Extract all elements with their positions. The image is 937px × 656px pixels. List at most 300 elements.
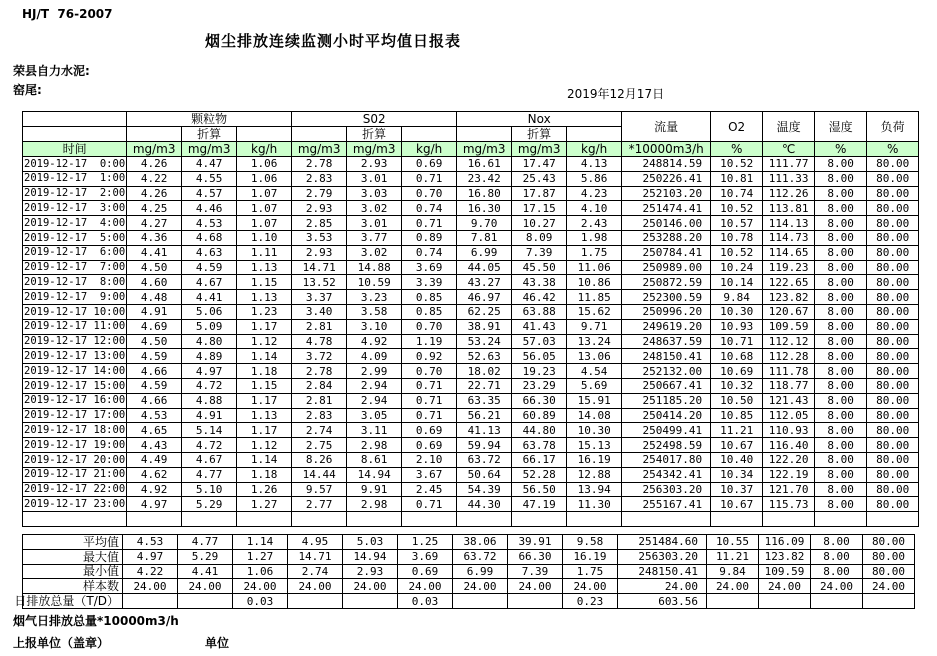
value-cell: 3.05: [347, 408, 402, 423]
value-cell: 0.69: [402, 157, 457, 172]
table-row: [23, 275, 919, 290]
value-cell: 15.62: [567, 304, 622, 319]
value-cell: 1.23: [237, 304, 292, 319]
value-cell: 3.02: [347, 245, 402, 260]
time-cell: 2019-12-17 23:00: [24, 497, 126, 510]
value-cell: 10.34: [711, 467, 763, 482]
value-cell: 0.71: [402, 408, 457, 423]
company-name: 荣县自力水泥:: [13, 64, 90, 78]
value-cell: 10.78: [711, 230, 763, 245]
value-cell: 7.39: [508, 564, 563, 579]
value-cell: 4.92: [347, 334, 402, 349]
unit-cell: kg/h: [237, 142, 292, 157]
value-cell: 114.13: [763, 216, 815, 231]
value-cell: 54.39: [457, 482, 512, 497]
unit-cell: %: [815, 142, 867, 157]
standard-number: HJ/T 76-2007: [22, 7, 113, 21]
time-cell: 2019-12-17 6:00: [24, 246, 126, 259]
value-cell: 24.00: [343, 579, 398, 594]
value-cell: 8.00: [815, 157, 867, 172]
value-cell: 80.00: [867, 334, 919, 349]
value-cell: 8.00: [815, 497, 867, 512]
value-cell: 8.00: [815, 290, 867, 305]
value-cell: 4.41: [182, 290, 237, 305]
value-cell: 18.02: [457, 364, 512, 379]
value-cell: 44.80: [512, 423, 567, 438]
value-cell: 4.46: [182, 201, 237, 216]
value-cell: 80.00: [867, 408, 919, 423]
value-cell: 2.78: [292, 364, 347, 379]
value-cell: 109.59: [759, 564, 811, 579]
empty-cell: [815, 512, 867, 527]
value-cell: 24.00: [178, 579, 233, 594]
value-cell: 4.89: [182, 349, 237, 364]
value-cell: 112.26: [763, 186, 815, 201]
value-cell: 0.23: [563, 594, 618, 609]
value-cell: 4.63: [182, 245, 237, 260]
value-cell: 0.70: [402, 364, 457, 379]
value-cell: 11.21: [711, 423, 763, 438]
value-cell: 8.00: [815, 201, 867, 216]
value-cell: 116.09: [759, 535, 811, 550]
value-cell: 251484.60: [618, 535, 707, 550]
value-cell: 2.93: [292, 201, 347, 216]
unit-cell: mg/m3: [292, 142, 347, 157]
value-cell: 10.14: [711, 275, 763, 290]
flue-gas-total-note: 烟气日排放总量*10000m3/h: [13, 614, 179, 628]
unit-cell: *10000m3/h: [622, 142, 711, 157]
value-cell: 3.01: [347, 216, 402, 231]
value-cell: 12.88: [567, 467, 622, 482]
value-cell: 80.00: [863, 549, 915, 564]
header-blank: [23, 112, 127, 127]
value-cell: 8.00: [815, 216, 867, 231]
value-cell: 8.00: [811, 564, 863, 579]
converted-label: 折算: [512, 127, 567, 142]
table-row: [23, 230, 919, 245]
unit-cell: kg/h: [567, 142, 622, 157]
value-cell: 23.42: [457, 171, 512, 186]
table-row: [23, 290, 919, 305]
time-cell: 2019-12-17 11:00: [24, 320, 126, 333]
value-cell: 11.06: [567, 260, 622, 275]
value-cell: 118.77: [763, 378, 815, 393]
empty-cell: [347, 512, 402, 527]
value-cell: 252498.59: [622, 438, 711, 453]
time-cell: 2019-12-17 20:00: [24, 453, 126, 466]
table-row: [23, 260, 919, 275]
value-cell: 66.17: [512, 452, 567, 467]
value-cell: 24.00: [508, 579, 563, 594]
value-cell: 250414.20: [622, 408, 711, 423]
value-cell: 4.91: [127, 304, 182, 319]
value-cell: 10.27: [512, 216, 567, 231]
value-cell: 5.69: [567, 378, 622, 393]
value-cell: 80.00: [867, 393, 919, 408]
value-cell: 80.00: [867, 186, 919, 201]
value-cell: 80.00: [867, 260, 919, 275]
value-cell: 2.81: [292, 393, 347, 408]
header-blank: [127, 127, 182, 142]
value-cell: 4.09: [347, 349, 402, 364]
col-o2-header: O2: [711, 112, 763, 142]
value-cell: 1.10: [237, 230, 292, 245]
value-cell: 1.15: [237, 275, 292, 290]
value-cell: 4.59: [127, 378, 182, 393]
unit-cell: ℃: [763, 142, 815, 157]
value-cell: 8.00: [815, 275, 867, 290]
value-cell: 44.05: [457, 260, 512, 275]
value-cell: 4.60: [127, 275, 182, 290]
value-cell: 1.17: [237, 423, 292, 438]
unit-cell: mg/m3: [127, 142, 182, 157]
value-cell: 111.33: [763, 171, 815, 186]
summary-row: [23, 549, 915, 564]
value-cell: 1.18: [237, 467, 292, 482]
value-cell: 4.22: [127, 171, 182, 186]
value-cell: 15.91: [567, 393, 622, 408]
value-cell: 80.00: [867, 467, 919, 482]
value-cell: [123, 594, 178, 609]
value-cell: 14.71: [288, 549, 343, 564]
table-row: [23, 334, 919, 349]
value-cell: 0.85: [402, 304, 457, 319]
value-cell: 248814.59: [622, 157, 711, 172]
value-cell: 1.12: [237, 334, 292, 349]
value-cell: 3.37: [292, 290, 347, 305]
time-cell: 2019-12-17 10:00: [24, 305, 126, 318]
value-cell: 1.07: [237, 201, 292, 216]
value-cell: 80.00: [867, 275, 919, 290]
value-cell: 10.68: [711, 349, 763, 364]
value-cell: 3.23: [347, 290, 402, 305]
value-cell: 63.35: [457, 393, 512, 408]
value-cell: 4.97: [123, 549, 178, 564]
summary-label-cell: [23, 549, 123, 564]
value-cell: 250784.41: [622, 245, 711, 260]
time-cell: 2019-12-17 5:00: [24, 231, 126, 244]
value-cell: 14.71: [292, 260, 347, 275]
time-cell: 2019-12-17 9:00: [24, 290, 126, 303]
value-cell: 8.00: [815, 230, 867, 245]
value-cell: 9.70: [457, 216, 512, 231]
unit-cell: %: [711, 142, 763, 157]
value-cell: 8.00: [811, 549, 863, 564]
value-cell: 2.43: [567, 216, 622, 231]
value-cell: 4.59: [127, 349, 182, 364]
value-cell: 0.69: [402, 438, 457, 453]
value-cell: 2.45: [402, 482, 457, 497]
value-cell: 248637.59: [622, 334, 711, 349]
value-cell: 56.05: [512, 349, 567, 364]
value-cell: 8.00: [815, 423, 867, 438]
empty-row: [23, 512, 919, 527]
value-cell: 1.75: [563, 564, 618, 579]
value-cell: 80.00: [867, 230, 919, 245]
value-cell: 3.72: [292, 349, 347, 364]
value-cell: 43.27: [457, 275, 512, 290]
value-cell: 38.06: [453, 535, 508, 550]
value-cell: 10.50: [711, 393, 763, 408]
col-temp-header: 温度: [763, 112, 815, 142]
value-cell: 2.78: [292, 157, 347, 172]
value-cell: 0.85: [402, 290, 457, 305]
value-cell: 0.89: [402, 230, 457, 245]
value-cell: 10.52: [711, 201, 763, 216]
empty-cell: [292, 512, 347, 527]
value-cell: 4.26: [127, 186, 182, 201]
value-cell: 0.03: [233, 594, 288, 609]
unit-cell: mg/m3: [512, 142, 567, 157]
value-cell: 53.24: [457, 334, 512, 349]
value-cell: 17.47: [512, 157, 567, 172]
value-cell: 8.00: [815, 452, 867, 467]
value-cell: 248150.41: [618, 564, 707, 579]
value-cell: 10.30: [567, 423, 622, 438]
value-cell: 122.20: [763, 452, 815, 467]
value-cell: 249619.20: [622, 319, 711, 334]
value-cell: 16.61: [457, 157, 512, 172]
value-cell: 80.00: [867, 290, 919, 305]
value-cell: 603.56: [618, 594, 707, 609]
summary-row-label: 最大值: [82, 549, 119, 564]
value-cell: 1.75: [567, 245, 622, 260]
value-cell: 25.43: [512, 171, 567, 186]
value-cell: 0.74: [402, 201, 457, 216]
value-cell: 1.06: [237, 171, 292, 186]
value-cell: 5.10: [182, 482, 237, 497]
value-cell: 80.00: [867, 157, 919, 172]
value-cell: 0.70: [402, 319, 457, 334]
empty-cell: [127, 512, 182, 527]
value-cell: 4.59: [182, 260, 237, 275]
value-cell: 44.30: [457, 497, 512, 512]
value-cell: 80.00: [867, 497, 919, 512]
value-cell: 56.21: [457, 408, 512, 423]
header-blank: [457, 127, 512, 142]
group-nox: Nox: [457, 112, 622, 127]
value-cell: 80.00: [867, 201, 919, 216]
value-cell: 8.00: [815, 171, 867, 186]
value-cell: 251474.41: [622, 201, 711, 216]
value-cell: 5.03: [343, 535, 398, 550]
value-cell: 4.72: [182, 378, 237, 393]
value-cell: 0.92: [402, 349, 457, 364]
value-cell: 13.94: [567, 482, 622, 497]
summary-row-label: 最小值: [82, 564, 119, 579]
value-cell: 63.78: [512, 438, 567, 453]
value-cell: 2.77: [292, 497, 347, 512]
value-cell: 111.77: [763, 157, 815, 172]
value-cell: 2.10: [402, 452, 457, 467]
value-cell: 4.50: [127, 260, 182, 275]
value-cell: 8.00: [815, 319, 867, 334]
value-cell: 1.14: [237, 452, 292, 467]
value-cell: 255167.41: [622, 497, 711, 512]
col-load-header: 负荷: [867, 112, 919, 142]
value-cell: 2.74: [292, 423, 347, 438]
value-cell: 14.44: [292, 467, 347, 482]
value-cell: 8.00: [815, 304, 867, 319]
time-cell: 2019-12-17 18:00: [24, 423, 126, 436]
value-cell: 5.86: [567, 171, 622, 186]
value-cell: 0.70: [402, 186, 457, 201]
value-cell: 9.84: [707, 564, 759, 579]
value-cell: 10.59: [347, 275, 402, 290]
empty-cell: [763, 512, 815, 527]
value-cell: 248150.41: [622, 349, 711, 364]
time-cell: 2019-12-17 19:00: [24, 438, 126, 451]
value-cell: 14.88: [347, 260, 402, 275]
value-cell: 1.12: [237, 438, 292, 453]
value-cell: 4.65: [127, 423, 182, 438]
value-cell: 4.91: [182, 408, 237, 423]
summary-row: [23, 579, 915, 594]
header-row-units: [23, 142, 919, 157]
value-cell: 2.74: [288, 564, 343, 579]
value-cell: 4.80: [182, 334, 237, 349]
empty-cell: [867, 512, 919, 527]
value-cell: 80.00: [867, 452, 919, 467]
time-cell: 2019-12-17 14:00: [24, 364, 126, 377]
value-cell: 253288.20: [622, 230, 711, 245]
value-cell: 2.85: [292, 216, 347, 231]
value-cell: [178, 594, 233, 609]
summary-row: [23, 535, 915, 550]
value-cell: 0.71: [402, 171, 457, 186]
value-cell: 63.72: [457, 452, 512, 467]
value-cell: 10.93: [711, 319, 763, 334]
value-cell: 4.66: [127, 364, 182, 379]
value-cell: 1.13: [237, 408, 292, 423]
report-date: 2019年12月17日: [567, 87, 665, 101]
value-cell: 4.69: [127, 319, 182, 334]
value-cell: 4.43: [127, 438, 182, 453]
value-cell: 17.15: [512, 201, 567, 216]
value-cell: 43.38: [512, 275, 567, 290]
value-cell: 24.00: [618, 579, 707, 594]
value-cell: 4.53: [123, 535, 178, 550]
value-cell: 80.00: [867, 364, 919, 379]
value-cell: 10.67: [711, 497, 763, 512]
value-cell: 254342.41: [622, 467, 711, 482]
summary-row: [23, 564, 915, 579]
value-cell: 9.84: [711, 290, 763, 305]
value-cell: 123.82: [759, 549, 811, 564]
value-cell: 63.88: [512, 304, 567, 319]
summary-label-cell: [23, 535, 123, 550]
value-cell: 4.62: [127, 467, 182, 482]
value-cell: 4.41: [178, 564, 233, 579]
value-cell: 5.29: [178, 549, 233, 564]
value-cell: 24.00: [759, 579, 811, 594]
value-cell: 2.81: [292, 319, 347, 334]
value-cell: 252300.59: [622, 290, 711, 305]
value-cell: 22.71: [457, 378, 512, 393]
value-cell: 56.50: [512, 482, 567, 497]
value-cell: 63.72: [453, 549, 508, 564]
value-cell: 5.06: [182, 304, 237, 319]
value-cell: 9.57: [292, 482, 347, 497]
value-cell: 4.36: [127, 230, 182, 245]
value-cell: 80.00: [867, 349, 919, 364]
value-cell: 119.23: [763, 260, 815, 275]
value-cell: 113.81: [763, 201, 815, 216]
value-cell: 254017.80: [622, 452, 711, 467]
value-cell: 112.05: [763, 408, 815, 423]
value-cell: 1.27: [233, 549, 288, 564]
value-cell: 5.09: [182, 319, 237, 334]
site-name: 窑尾:: [13, 83, 42, 97]
value-cell: 24.00: [563, 579, 618, 594]
table-row: [23, 378, 919, 393]
value-cell: 4.97: [182, 364, 237, 379]
value-cell: 10.30: [711, 304, 763, 319]
value-cell: 4.77: [182, 467, 237, 482]
header-blank: [292, 127, 347, 142]
value-cell: 4.27: [127, 216, 182, 231]
value-cell: 57.03: [512, 334, 567, 349]
table-row: [23, 349, 919, 364]
value-cell: 1.17: [237, 393, 292, 408]
value-cell: 8.00: [815, 364, 867, 379]
value-cell: 0.69: [398, 564, 453, 579]
value-cell: 112.28: [763, 349, 815, 364]
value-cell: 24.00: [707, 579, 759, 594]
time-cell: 2019-12-17 13:00: [24, 350, 126, 362]
value-cell: 3.03: [347, 186, 402, 201]
value-cell: 16.30: [457, 201, 512, 216]
value-cell: 4.26: [127, 157, 182, 172]
value-cell: 8.00: [811, 535, 863, 550]
value-cell: 1.07: [237, 186, 292, 201]
value-cell: 14.08: [567, 408, 622, 423]
value-cell: 0.69: [402, 423, 457, 438]
time-cell: 2019-12-17 0:00: [24, 157, 126, 170]
summary-table-body: [14, 534, 915, 609]
value-cell: 8.00: [815, 245, 867, 260]
value-cell: 4.67: [182, 452, 237, 467]
value-cell: 250872.59: [622, 275, 711, 290]
value-cell: 10.32: [711, 378, 763, 393]
value-cell: 2.98: [347, 438, 402, 453]
value-cell: 4.23: [567, 186, 622, 201]
value-cell: 1.18: [237, 364, 292, 379]
value-cell: 8.00: [815, 334, 867, 349]
value-cell: 80.00: [863, 564, 915, 579]
value-cell: 52.63: [457, 349, 512, 364]
value-cell: 10.24: [711, 260, 763, 275]
value-cell: 8.00: [815, 186, 867, 201]
table-row: [23, 245, 919, 260]
value-cell: 4.41: [127, 245, 182, 260]
value-cell: [288, 594, 343, 609]
value-cell: 13.24: [567, 334, 622, 349]
group-particulate: 颗粒物: [127, 112, 292, 127]
value-cell: 0.71: [402, 378, 457, 393]
time-cell: 2019-12-17 7:00: [24, 261, 126, 274]
value-cell: 1.27: [237, 497, 292, 512]
value-cell: 24.00: [233, 579, 288, 594]
value-cell: 4.25: [127, 201, 182, 216]
value-cell: 4.72: [182, 438, 237, 453]
summary-row-label: 平均值: [82, 534, 119, 549]
value-cell: 0.03: [398, 594, 453, 609]
value-cell: 4.55: [182, 171, 237, 186]
value-cell: [508, 594, 563, 609]
summary-label-cell: [14, 594, 123, 609]
value-cell: 1.19: [402, 334, 457, 349]
